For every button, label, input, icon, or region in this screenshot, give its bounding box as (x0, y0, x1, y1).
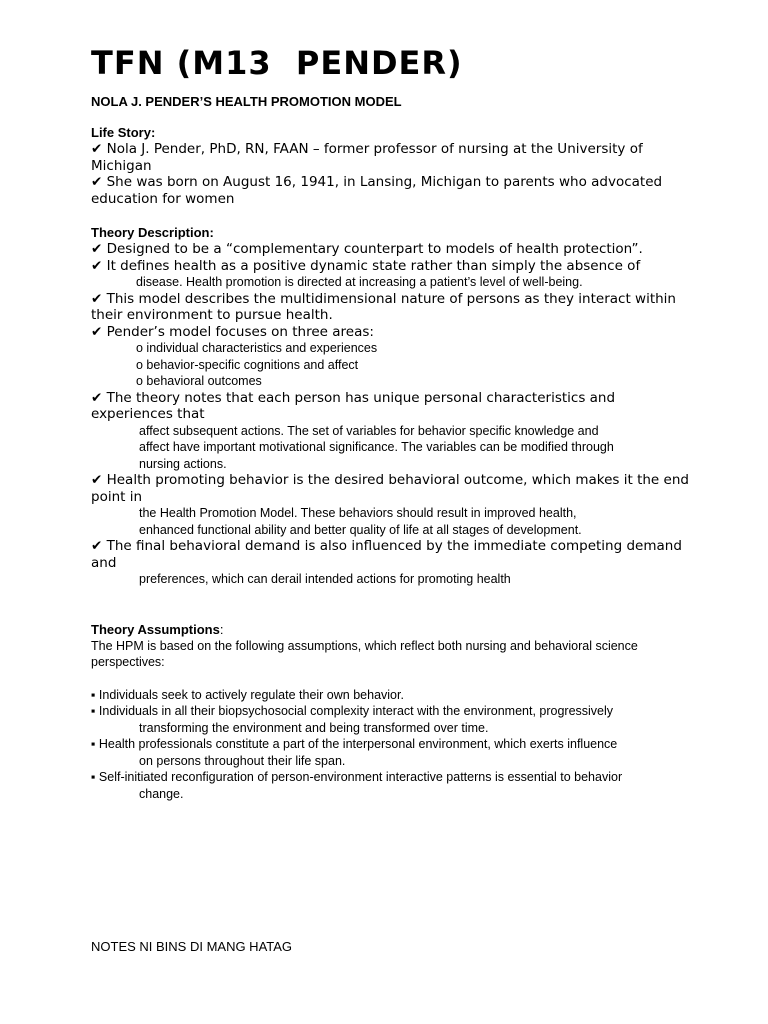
theory-description-section (91, 225, 691, 588)
assumption-item: ▪ Health professionals constitute a part of the interpersonal environment, which exerts influence (91, 737, 618, 751)
description-item-continuation: nursing actions. (139, 456, 227, 471)
theory-assumptions-section (91, 622, 691, 803)
focus-area-item: o individual characteristics and experiences (136, 341, 378, 355)
description-item: ✔ The theory notes that each person has unique personal characteristics and experiences that (91, 389, 616, 422)
assumption-item: ▪ Individuals in all their biopsychosocial complexity interact with the environment, progressively (91, 704, 614, 718)
document-body (91, 125, 691, 802)
assumption-item-continuation: on persons throughout their life span. (139, 753, 346, 768)
description-item: ✔ Designed to be a “complementary counterpart to models of health protection”. (91, 241, 643, 257)
description-item-continuation: affect subsequent actions. The set of variables for behavior specific knowledge and (139, 423, 599, 438)
assumption-item: ▪ Self-initiated reconfiguration of person-environment interactive patterns is essential to behavior (91, 770, 623, 784)
description-item-continuation: disease. Health promotion is directed at increasing a patient’s level of well-being. (136, 275, 583, 289)
focus-area-item: o behavior-specific cognitions and affect (136, 357, 359, 372)
description-item-continuation: enhanced functional ability and better quality of life at all stages of development. (139, 522, 582, 537)
description-item: ✔ Health promoting behavior is the desired behavioral outcome, which makes it the end point in (91, 472, 689, 505)
focus-area-item: o behavioral outcomes (136, 374, 262, 388)
assumption-item-continuation: change. (139, 786, 184, 801)
assumption-item: ▪ Individuals seek to actively regulate their own behavior. (91, 687, 404, 702)
description-item-continuation: affect have important motivational significance. The variables can be modified through (139, 440, 614, 454)
description-item: ✔ Pender’s model focuses on three areas: (91, 323, 374, 340)
assumptions-heading-text: Theory Assumptions (91, 621, 220, 637)
description-item-continuation: the Health Promotion Model. These behaviors should result in improved health, (139, 506, 577, 520)
assumption-item-continuation: transforming the environment and being transformed over time. (139, 720, 489, 735)
description-item-continuation: preferences, which can derail intended actions for promoting health (139, 572, 511, 586)
theory-assumptions-heading (91, 622, 691, 638)
document-title: TFN (M13 PENDER) (91, 44, 463, 82)
life-story-item: ✔ She was born on August 16, 1941, in Lansing, Michigan to parents who advocated education for women (91, 174, 663, 207)
life-story-section (91, 125, 691, 207)
document-subtitle: NOLA J. PENDER’S HEALTH PROMOTION MODEL (91, 94, 402, 109)
assumptions-heading-colon: : (219, 621, 224, 637)
assumptions-intro: The HPM is based on the following assumptions, which reflect both nursing and behavioral science perspectives: (91, 638, 638, 669)
page-footer: NOTES NI BINS DI MANG HATAG (91, 939, 293, 954)
theory-description-heading: Theory Description: (91, 225, 214, 240)
life-story-heading: Life Story: (91, 125, 156, 140)
description-item: ✔ It defines health as a positive dynamic state rather than simply the absence of (91, 257, 641, 274)
description-item: ✔ This model describes the multidimensional nature of persons as they interact within their environment to pursue health. (91, 290, 676, 323)
description-item: ✔ The final behavioral demand is also influenced by the immediate competing demand and (91, 538, 682, 571)
life-story-item: ✔ Nola J. Pender, PhD, RN, FAAN – former professor of nursing at the University of Michigan (91, 141, 643, 174)
